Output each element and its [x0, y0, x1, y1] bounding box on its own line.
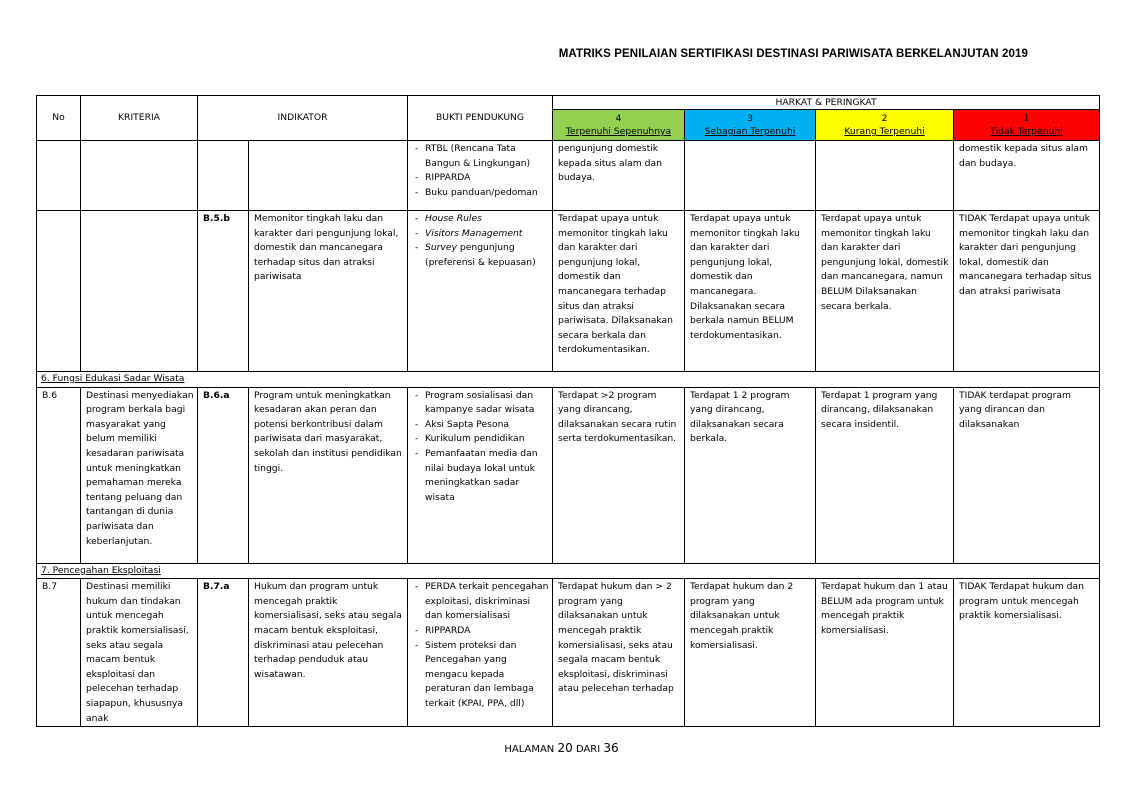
cell-kriteria: [81, 141, 198, 211]
grade-2-number: 2: [881, 113, 888, 124]
bukti-item: - RIPPARDA: [413, 624, 549, 639]
bukti-item-emphasis: Visitors Management: [425, 227, 523, 239]
bukti-item: - Program sosialisasi dan kampanye sadar wisata: [413, 389, 549, 418]
grade-2-header: [816, 110, 954, 141]
cell-no: B.6: [37, 387, 81, 563]
cell-grade-1: domestik kepada situs alam dan budaya.: [954, 141, 1100, 211]
cell-kriteria: Destinasi menyediakan program berkala bagi masyarakat yang belum memiliki kesadaran pariwisata untuk meningkatkan pemahaman mereka tentang peluang dan tantangan di dunia pariwisata dan keberlanjutan.: [81, 387, 198, 563]
section-heading: 7. Pencegahan Eksploitasi: [37, 563, 1100, 579]
grade-1-number: 1: [1023, 113, 1030, 124]
section-row-6: [37, 372, 1100, 388]
cell-indikator: Program untuk meningkatkan kesadaran akan peran dan potensi berkontribusi dalam pariwisata dari masyarakat, sekolah dan institusi pendidikan tinggi.: [249, 387, 408, 563]
grade-3-number: 3: [747, 113, 753, 124]
cell-grade-2: Terdapat hukum dan 1 atau BELUM ada program untuk mencegah praktik komersialisasi.: [816, 579, 954, 727]
page-footer: [0, 741, 1123, 755]
section-heading: 6. Fungsi Edukasi Sadar Wisata: [37, 372, 1100, 388]
cell-grade-3: Terdapat 1 2 program yang dirancang, dilaksanakan secara berkala.: [685, 387, 816, 563]
indicator-code: B.6.a: [198, 387, 249, 563]
cell-indikator: Hukum dan program untuk mencegah praktik komersialisasi, seks atau segala macam bentuk eksploitasi, diskriminasi atau pelecehan terhadap penduduk atau wisatawan.: [249, 579, 408, 727]
grade-1-label: Tidak Terpenuhi: [990, 126, 1063, 137]
cell-no: [37, 211, 81, 372]
bukti-item-emphasis: House Rules: [425, 213, 482, 224]
footer-prefix: HALAMAN: [504, 744, 555, 755]
header-no: No: [37, 96, 81, 141]
assessment-matrix-table: [36, 95, 1100, 727]
bukti-item: - Buku panduan/pedoman: [413, 186, 549, 201]
cell-grade-2: Terdapat upaya untuk memonitor tingkah laku dan karakter dari pengunjung lokal, domestik dan mancanegara, namun BELUM Dilaksanakan secara berkala.: [816, 211, 954, 372]
cell-grade-4: Terdapat >2 program yang dirancang, dilaksanakan secara rutin serta terdokumentasikan.: [553, 387, 685, 563]
bukti-item: - RIPPARDA: [413, 171, 549, 186]
bukti-item: [413, 227, 549, 242]
grade-3-label: Sebagian Terpenuhi: [704, 126, 796, 137]
cell-kriteria: [81, 211, 198, 372]
cell-no: B.7: [37, 579, 81, 727]
cell-no: [37, 141, 81, 211]
header-bukti-pendukung: BUKTI PENDUKUNG: [408, 96, 553, 141]
grade-4-number: 4: [615, 113, 622, 124]
cell-grade-2: [816, 141, 954, 211]
document-title: MATRIKS PENILAIAN SERTIFIKASI DESTINASI PARIWISATA BERKELANJUTAN 2019: [558, 48, 1028, 60]
footer-total-pages: 36: [603, 741, 619, 755]
section-row-7: [37, 563, 1100, 579]
cell-grade-3: Terdapat upaya untuk memonitor tingkah laku dan karakter dari pengunjung lokal, domestik dan mancanegara. Dilaksanakan secara berkala namun BELUM terdokumentasikan.: [685, 211, 816, 372]
header-harkat-peringkat: HARKAT & PERINGKAT: [553, 96, 1100, 110]
cell-grade-4: pengunjung domestik kepada situs alam dan budaya.: [553, 141, 685, 211]
bukti-item: - RTBL (Rencana Tata Bangun & Lingkungan): [413, 142, 549, 171]
cell-indikator: Memonitor tingkah laku dan karakter dari pengunjung lokal, domestik dan mancanegara terhadap situs dan atraksi pariwisata: [249, 211, 408, 372]
cell-grade-2: Terdapat 1 program yang dirancang, dilaksanakan secara insidentil.: [816, 387, 954, 563]
cell-kriteria: Destinasi memiliki hukum dan tindakan untuk mencegah praktik komersialisasi, seks atau segala macam bentuk eksploitasi dan pelecehan terhadap siapapun, khususnya anak: [81, 579, 198, 727]
indicator-code: B.7.a: [198, 579, 249, 727]
grade-1-header: [954, 110, 1100, 141]
bukti-item: [413, 241, 549, 270]
cell-code: [198, 141, 249, 211]
cell-grade-1: TIDAK Terdapat upaya untuk memonitor tingkah laku dan karakter dari pengunjung lokal, domestik dan mancanegara terhadap situs dan atraksi pariwisata: [954, 211, 1100, 372]
cell-grade-1: TIDAK Terdapat hukum dan program untuk mencegah praktik komersialisasi.: [954, 579, 1100, 727]
cell-bukti: [408, 387, 553, 563]
bukti-item: [413, 212, 549, 227]
cell-grade-3: Terdapat hukum dan 2 program yang dilaksanakan untuk mencegah praktik komersialisasi.: [685, 579, 816, 727]
bukti-item: - Pemanfaatan media dan nilai budaya lokal untuk meningkatkan sadar wisata: [413, 447, 549, 505]
cell-bukti: [408, 141, 553, 211]
footer-page-number: 20: [557, 741, 573, 755]
cell-indikator: [249, 141, 408, 211]
indicator-code: B.5.b: [198, 211, 249, 372]
bukti-item: - Sistem proteksi dan Pencegahan yang mengacu kepada peraturan dan lembaga terkait (KPAI, PPA, dll): [413, 639, 549, 712]
table-row-b6: [37, 387, 1100, 563]
cell-grade-4: Terdapat upaya untuk memonitor tingkah laku dan karakter dari pengunjung lokal, domestik dan mancanegara terhadap situs dan atraksi pariwisata. Dilaksanakan secara berkala dan terdokumentasikan.: [553, 211, 685, 372]
header-kriteria: KRITERIA: [81, 96, 198, 141]
header-indikator: INDIKATOR: [198, 96, 408, 141]
cell-grade-1: TIDAK terdapat program yang dirancan dan dilaksanakan: [954, 387, 1100, 563]
bukti-item: - PERDA terkait pencegahan exploitasi, diskriminasi dan komersialisasi: [413, 580, 549, 624]
bukti-item: - Aksi Sapta Pesona: [413, 418, 549, 433]
cell-bukti: [408, 211, 553, 372]
grade-4-header: [553, 110, 685, 141]
bukti-item: - Kurikulum pendidikan: [413, 432, 549, 447]
grade-4-label: Terpenuhi Sepenuhnya: [565, 126, 672, 137]
grade-3-header: [685, 110, 816, 141]
grade-2-label: Kurang Terpenuhi: [844, 126, 925, 137]
table-row-continuation: [37, 141, 1100, 211]
cell-grade-4: Terdapat hukum dan > 2 program yang dilaksanakan untuk mencegah praktik komersialisasi, seks atau segala macam bentuk eksploitasi, diskriminasi atau pelecehan terhadap: [553, 579, 685, 727]
cell-grade-3: [685, 141, 816, 211]
table-row-b7: [37, 579, 1100, 727]
bukti-item-text: pengunjung (preferensi & kepuasan): [425, 242, 536, 268]
bukti-item-emphasis: Survey: [425, 242, 457, 254]
table-row-b5b: [37, 211, 1100, 372]
cell-bukti: [408, 579, 553, 727]
footer-mid: DARI: [575, 744, 601, 755]
